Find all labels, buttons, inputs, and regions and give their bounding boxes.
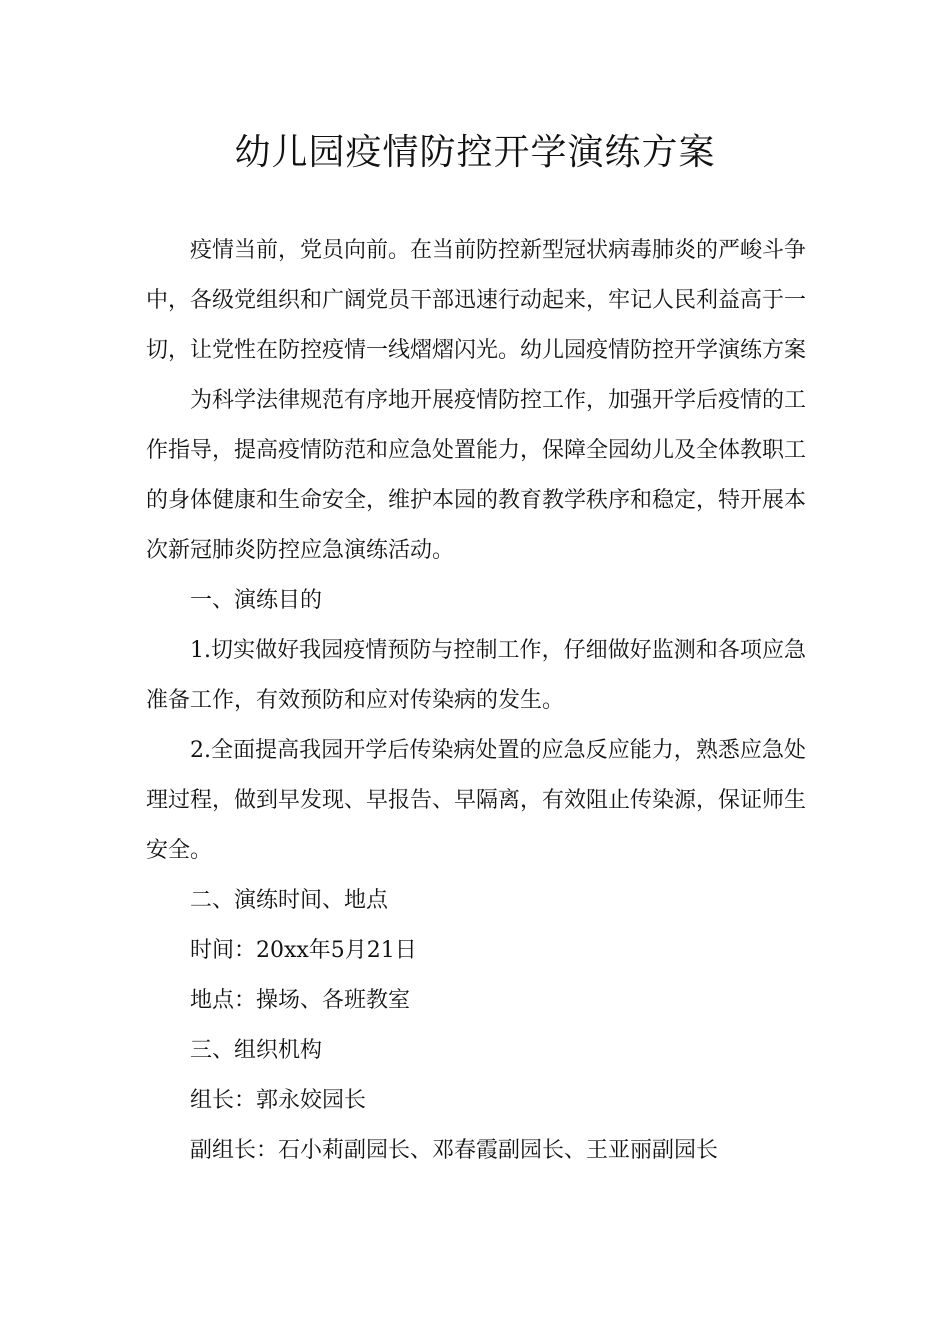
group-leader: 组长：郭永姣园长 [190,1088,367,1113]
paragraph-intro: 疫情当前，党员向前。在当前防控新型冠状病毒肺炎的严峻斗争中，各级党组织和广阔党员干部迅速行动起来，牢记人民利益高于一切，让党性在防控疫情一线熠熠闪光。幼儿园疫情防控开学演练方案 [146,238,807,363]
list-item-purpose-2: 2.全面提高我园开学后传染病处置的应急反应能力，熟悉应急处理过程，做到早发现、早报告、早隔离，有效阻止传染源，保证师生安全。 [146,738,807,863]
drill-location: 地点：操场、各班教室 [190,988,411,1013]
section-heading-organization: 三、组织机构 [190,1038,323,1063]
list-item-purpose-1: 1.切实做好我园疫情预防与控制工作，仔细做好监测和各项应急准备工作，有效预防和应对传染病的发生。 [146,638,806,713]
document-title: 幼儿园疫情防控开学演练方案 [234,132,716,173]
document-body [146,226,806,1176]
paragraph-purpose-statement: 为科学法律规范有序地开展疫情防控工作，加强开学后疫情的工作指导，提高疫情防范和应急处置能力，保障全园幼儿及全体教职工的身体健康和生命安全，维护本园的教育教学秩序和稳定，特开展本次新冠肺炎防控应急演练活动。 [146,388,807,563]
section-heading-time-place: 二、演练时间、地点 [190,888,389,913]
drill-time: 时间：20xx年5月21日 [190,938,417,963]
section-heading-drill-purpose: 一、演练目的 [190,588,323,613]
deputy-group-leaders: 副组长：石小莉副园长、邓春霞副园长、王亚丽副园长 [190,1138,719,1163]
